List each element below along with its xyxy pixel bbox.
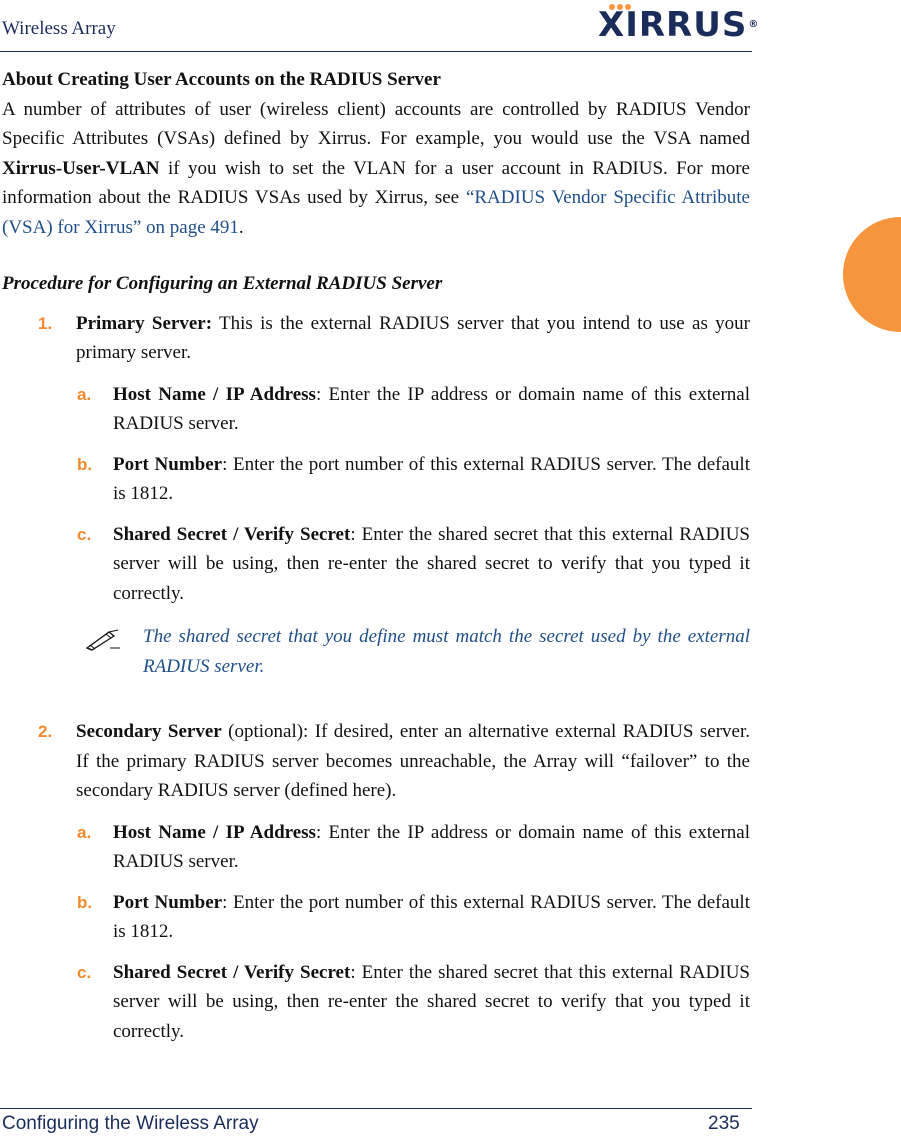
step-primary-server [0, 309, 750, 368]
logo-mark: ® [748, 19, 760, 30]
substep-letter: c. [77, 524, 92, 544]
step-text: This is the external RADIUS server that you intend to use as your primary server. [76, 312, 750, 363]
footer-rule [0, 1108, 752, 1109]
substep [0, 888, 750, 947]
step-number: 1. [38, 313, 53, 333]
section-tab [843, 217, 901, 332]
substep-label: Port Number [113, 453, 223, 475]
substep-letter: a. [77, 822, 92, 842]
substep-label: Shared Secret / Verify Secret [113, 961, 351, 983]
page-content [0, 65, 750, 1057]
substep-letter: a. [77, 384, 92, 404]
footer-chapter: Configuring the Wireless Array [2, 1113, 259, 1134]
intro-text-2: if you wish to set the VLAN for a user account in RADIUS. For more information about the RADIUS VSAs used by Xirrus, see [2, 157, 750, 208]
xirrus-logo [598, 5, 760, 45]
substep-text: : Enter the shared secret that this external RADIUS server will be using, then re-enter the shared secret to verify that you typed it correctly. [113, 961, 750, 1042]
pen-note-icon [84, 628, 122, 652]
substep-text: : Enter the port number of this external RADIUS server. The default is 1812. [113, 891, 750, 942]
procedure-heading: Procedure for Configuring an External RADIUS Server [2, 273, 443, 294]
intro-text-1: A number of attributes of user (wireless client) accounts are controlled by RADIUS Vendor Specific Attributes (VSAs) defined by Xirrus. For example, you would use the VSA named [2, 98, 750, 149]
header-title: Wireless Array [2, 18, 116, 39]
vsa-reference-link[interactable]: “RADIUS Vendor Specific Attribute (VSA) for Xirrus” on page 491 [2, 187, 750, 238]
substep [0, 818, 750, 877]
substep-letter: b. [77, 454, 93, 474]
substep-letter: b. [77, 892, 93, 912]
header-rule [0, 51, 752, 52]
vsa-name: Xirrus-User-VLAN [2, 157, 160, 179]
section-heading: About Creating User Accounts on the RADIUS Server [2, 69, 441, 90]
substep-text: : Enter the IP address or domain name of this external RADIUS server. [113, 821, 750, 872]
step-secondary-server [0, 717, 750, 806]
substep [0, 380, 750, 439]
substep-text: : Enter the shared secret that this external RADIUS server will be using, then re-enter the shared secret to verify that you typed it correctly. [113, 523, 750, 604]
substep [0, 958, 750, 1047]
substep [0, 520, 750, 609]
substep-label: Port Number [113, 891, 223, 913]
intro-end: . [238, 216, 244, 238]
substep-label: Shared Secret / Verify Secret [113, 523, 351, 545]
substep-label: Host Name / IP Address [113, 383, 316, 405]
step-text: (optional): If desired, enter an alternative external RADIUS server. If the primary RADIUS server becomes unreachable, the Array will “failover” to the secondary RADIUS server (defined here). [76, 721, 750, 801]
substep-letter: c. [77, 962, 92, 982]
intro-paragraph [2, 95, 750, 243]
substep-text: : Enter the IP address or domain name of this external RADIUS server. [113, 383, 750, 434]
substep [0, 450, 750, 509]
substep-label: Host Name / IP Address [113, 821, 316, 843]
step-number: 2. [38, 722, 53, 741]
logo-text: XIRRUS [598, 5, 748, 45]
step-label: Secondary Server [76, 721, 222, 742]
note-text: The shared secret that you define must match the secret used by the external RADIUS server. [143, 626, 750, 677]
page-number: 235 [708, 1113, 740, 1134]
substep-text: : Enter the port number of this external RADIUS server. The default is 1812. [113, 453, 750, 504]
note [0, 622, 750, 681]
step-label: Primary Server: [76, 312, 213, 334]
